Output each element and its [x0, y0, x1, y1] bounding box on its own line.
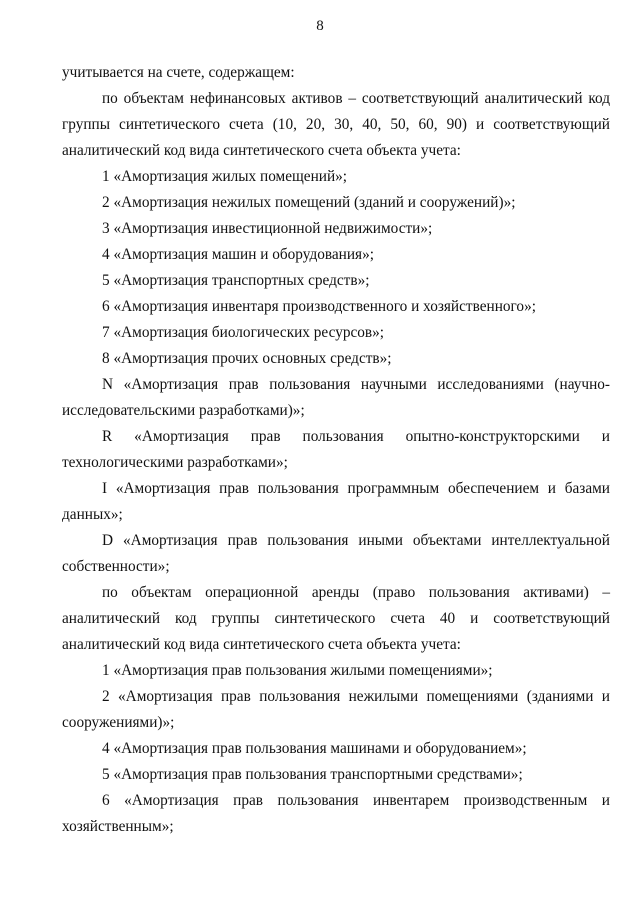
list-item-1: 1 «Амортизация жилых помещений»; — [102, 168, 348, 185]
page-number: 8 — [316, 18, 324, 34]
list-item-d: D «Амортизация прав пользования иными объектами интеллектуальной собственности»; — [62, 532, 610, 575]
list-item-2: 2 «Амортизация нежилых помещений (зданий и сооружений)»; — [102, 194, 516, 211]
paragraph-nonfinancial-assets: по объектам нефинансовых активов – соответствующий аналитический код группы синтетического счета (10, 20, 30, 40, 50, 60, 90) и соответствующий аналитический код вида синтетического счета объекта учета: — [62, 90, 610, 159]
list-item-r: R «Амортизация прав пользования опытно-конструкторскими и технологическими разработками»; — [62, 428, 610, 471]
list-item-8: 8 «Амортизация прочих основных средств»; — [102, 350, 392, 367]
list-item-3: 3 «Амортизация инвестиционной недвижимости»; — [102, 220, 433, 237]
lease-item-6: 6 «Амортизация прав пользования инвентарем производственным и хозяйственным»; — [62, 792, 610, 835]
list-item-n: N «Амортизация прав пользования научными исследованиями (научно-исследовательскими разработками)»; — [62, 376, 610, 419]
list-item-5: 5 «Амортизация транспортных средств»; — [102, 272, 370, 289]
lease-item-4: 4 «Амортизация прав пользования машинами и оборудованием»; — [102, 740, 527, 757]
paragraph-operating-lease: по объектам операционной аренды (право пользования активами) – аналитический код группы синтетического счета 40 и соответствующий аналитический код вида синтетического счета объекта учета: — [62, 584, 610, 653]
list-item-7: 7 «Амортизация биологических ресурсов»; — [102, 324, 385, 341]
lease-item-1: 1 «Амортизация прав пользования жилыми помещениями»; — [102, 662, 493, 679]
document-body — [62, 60, 610, 840]
paragraph-1: учитывается на счете, содержащем: — [62, 64, 295, 81]
list-item-4: 4 «Амортизация машин и оборудования»; — [102, 246, 374, 263]
lease-item-2: 2 «Амортизация прав пользования нежилыми помещениями (зданиями и сооружениями)»; — [62, 688, 610, 731]
list-item-i: I «Амортизация прав пользования программным обеспечением и базами данных»; — [62, 480, 610, 523]
list-item-6: 6 «Амортизация инвентаря производственного и хозяйственного»; — [102, 298, 536, 315]
lease-item-5: 5 «Амортизация прав пользования транспортными средствами»; — [102, 766, 523, 783]
